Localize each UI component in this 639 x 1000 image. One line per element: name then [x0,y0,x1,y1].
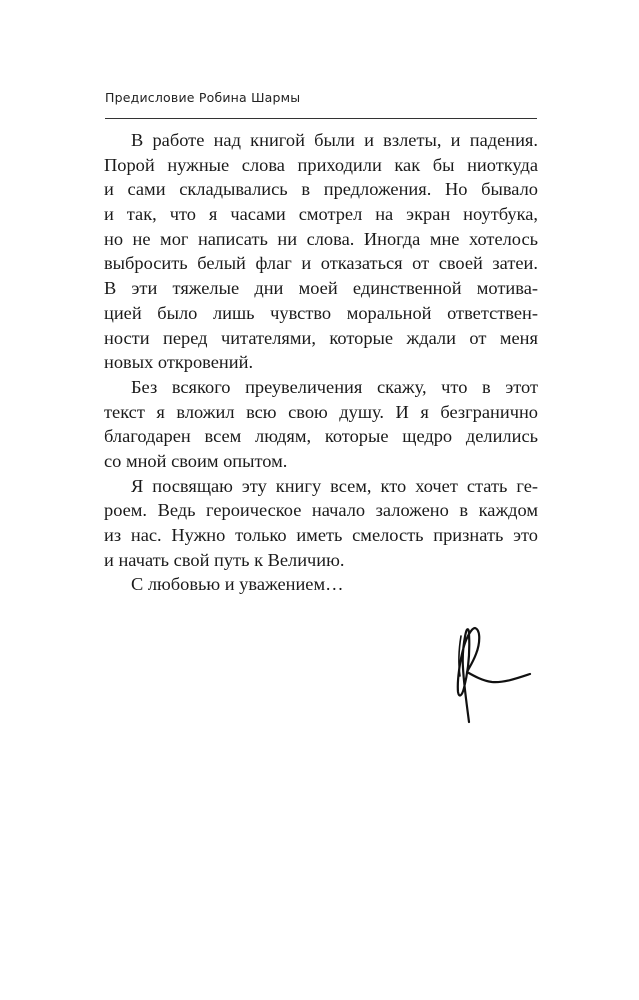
text-line: но не мог написать ни слова. Иногда мне хотелось [104,228,538,249]
text-line: и сами складывались в предложения. Но бывало [104,179,538,200]
text-line: со мной своим опытом. [104,450,288,471]
text-line: Я посвящаю эту книгу всем, кто хочет стать ге- [131,475,538,496]
text-line: роем. Ведь героическое начало заложено в каждом [104,500,538,521]
header-rule [105,118,537,119]
text-line: текст я вложил всю свою душу. И я безгранично [104,401,538,422]
text-line: благодарен всем людям, которые щедро делились [104,426,538,447]
text-line: Без всякого преувеличения скажу, что в этот [131,376,538,397]
text-line: В эти тяжелые дни моей единственной мотива- [104,278,538,299]
running-head: Предисловие Робина Шармы [105,90,301,105]
text-line: новых откровений. [104,352,254,373]
text-line: Порой нужные слова приходили как бы ниоткуда [104,154,538,175]
closing-line: С любовью и уважением… [131,574,344,595]
text-line: ности перед читателями, которые ждали от меня [104,327,538,348]
text-line: из нас. Нужно только иметь смелость признать это [104,525,538,545]
text-line: выбросить белый флаг и отказаться от своей затеи. [104,253,538,274]
text-line: и начать свой путь к Величию. [104,549,345,570]
text-line: цией было лишь чувство моральной ответствен- [104,302,538,323]
text-line: и так, что я часами смотрел на экран ноутбука, [104,204,538,225]
page-body-text [104,128,538,597]
signature-icon [450,618,540,730]
text-line: В работе над книгой были и взлеты, и падения. [131,130,538,150]
